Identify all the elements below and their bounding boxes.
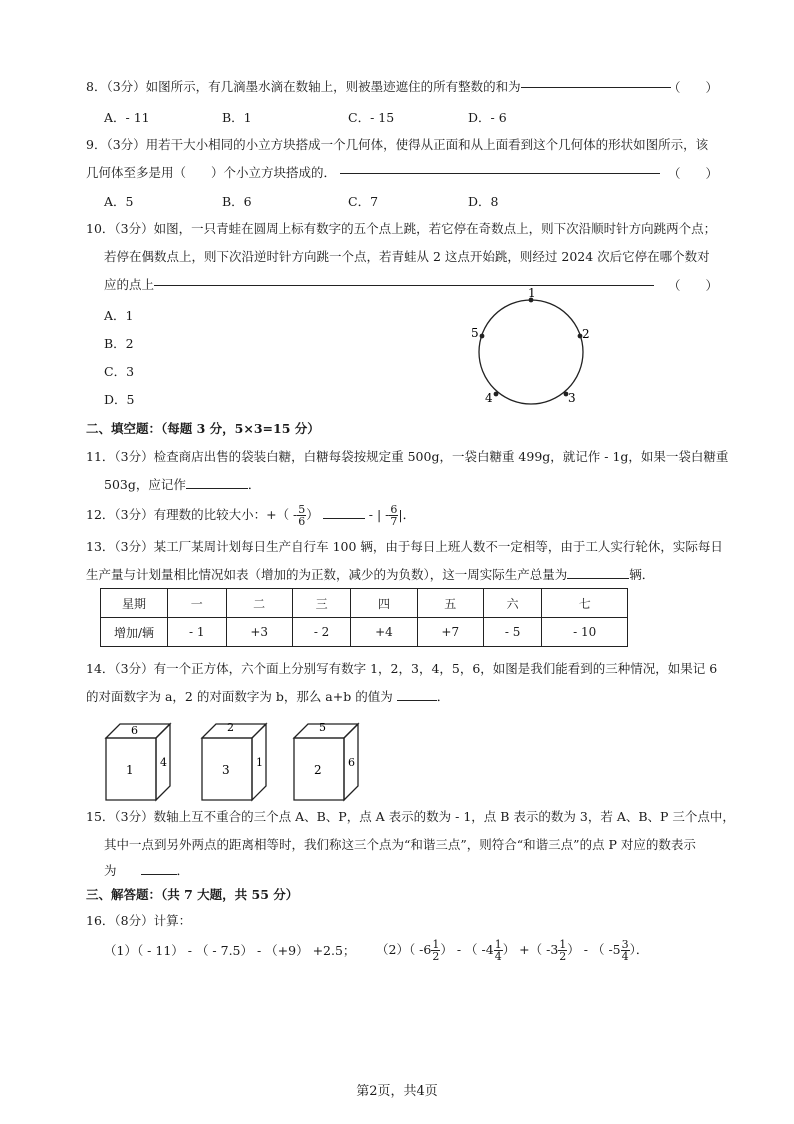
q9-leader-line	[340, 173, 660, 174]
circle-point-5	[480, 334, 485, 339]
q13-answer-blank	[567, 566, 629, 579]
q16-fraction-4: $\frac{3}{4}$	[621, 938, 629, 963]
table-row	[101, 618, 628, 647]
cube3-right-number: 6	[348, 756, 355, 769]
table-header-row	[101, 589, 628, 618]
table-cell: +7	[417, 618, 483, 647]
q9-option-b: B．6	[222, 194, 252, 209]
table-cell: 一	[168, 589, 227, 618]
table-cell: +4	[351, 618, 417, 647]
cube2-right-number: 1	[256, 756, 263, 769]
q11-answer-blank	[186, 476, 248, 489]
table-cell: 增加/辆	[101, 618, 168, 647]
circle-label-2: 2	[582, 327, 590, 341]
table-cell: - 10	[542, 618, 628, 647]
table-cell: 六	[483, 589, 542, 618]
table-cell: - 5	[483, 618, 542, 647]
frog-circle-figure	[466, 286, 596, 416]
q9-option-d: D．8	[468, 194, 499, 209]
q9-answer-paren: （ ）	[668, 166, 719, 181]
circle-point-4	[494, 392, 499, 397]
q8-stem: 8．（3分）如图所示，有几滴墨水滴在数轴上，则被墨迹遮住的所有整数的和为	[86, 78, 671, 96]
q8-option-c: C．- 15	[348, 110, 395, 125]
q12-fraction-1: $\frac{5}{6}$	[298, 503, 306, 528]
table-cell: +3	[226, 618, 292, 647]
cube1-right-number: 4	[160, 756, 167, 769]
q9-stem-line1: 9．（3分）用若干大小相同的小立方块搭成一个几何体，使得从正面和从上面看到这个几何体的形状如图所示，该	[86, 137, 709, 152]
q14-answer-blank	[397, 688, 437, 701]
q9-option-a: A．5	[104, 194, 134, 209]
q16-stem: 16．（8分）计算：	[86, 913, 192, 928]
q12-fraction-2: $\frac{6}{7}$	[390, 503, 398, 528]
q12-answer-blank	[323, 506, 365, 519]
circle-label-3: 3	[568, 391, 576, 405]
q11-line1: 11．（3分）检查商店出售的袋装白糖，白糖每袋按规定重 500g，一袋白糖重 499g，就记作 - 1g，如果一袋白糖重	[86, 449, 729, 464]
q16-fraction-3: $\frac{1}{2}$	[559, 938, 567, 963]
q8-option-a: A．- 11	[104, 110, 150, 125]
page-footer: 第2页，共4页	[356, 1084, 438, 1099]
q10-option-a: A．1	[104, 308, 134, 323]
table-cell: - 1	[168, 618, 227, 647]
q8-answer-paren: （ ）	[668, 80, 719, 95]
circle-label-1: 1	[528, 286, 536, 300]
q10-answer-paren: （ ）	[668, 278, 719, 293]
cube-view-2	[202, 721, 266, 800]
q13-line1: 13．（3分）某工厂某周计划每日生产自行车 100 辆，由于每日上班人数不一定相等，由于工人实行轮休，实际每日	[86, 539, 723, 554]
q8-leader-line	[521, 87, 671, 88]
q15-line3: 为 ．	[104, 863, 190, 878]
cube2-top-number: 2	[227, 721, 234, 734]
q16-fraction-1: $\frac{1}{2}$	[432, 938, 440, 963]
table-cell: 四	[351, 589, 417, 618]
q9-stem-line2: 几何体至多是用（ ）个小立方块搭成的．	[86, 164, 660, 182]
q16-fraction-2: $\frac{1}{4}$	[494, 938, 502, 963]
table-cell: 七	[542, 589, 628, 618]
circle-label-4: 4	[485, 391, 493, 405]
cube-view-3	[294, 721, 358, 800]
q15-answer-blank	[141, 862, 177, 875]
frog-circle	[479, 300, 583, 404]
cube1-front-number: 1	[126, 763, 134, 777]
q10-stem-line3: 应的点上	[104, 276, 654, 294]
q15-line1: 15．（3分）数轴上互不重合的三个点 A、B、P，点 A 表示的数为 - 1，点 B 表示的数为 3，若 A、B、P 三个点中，	[86, 809, 735, 824]
q8-option-b: B．1	[222, 110, 252, 125]
q10-stem-line1: 10．（3分）如图，一只青蛙在圆周上标有数字的五个点上跳，若它停在奇数点上，则下次沿顺时针方向跳两个点；	[86, 221, 717, 236]
q15-line2: 其中一点到另外两点的距离相等时，我们称这三个点为“和谐三点”，则符合“和谐三点”的点 P 对应的数表示	[104, 837, 696, 852]
cube1-top-number: 6	[131, 724, 138, 737]
q10-option-b: B．2	[104, 336, 134, 351]
circle-label-5: 5	[471, 326, 479, 340]
production-table	[100, 588, 628, 647]
q8-option-d: D．- 6	[468, 110, 507, 125]
q10-option-d: D．5	[104, 392, 135, 407]
q16-part2: （2）（ -6 $\frac{1}{2}$ ） - （ -4 $\frac{1}{4}$ ） +（ -3 $\frac{1}{2}$ ） - （ -5 $\frac{3}{4}$ ）．	[376, 938, 649, 963]
q11-line2: 503g，应记作 ．	[104, 477, 261, 492]
section3-title: 三、解答题：（共 7 大题，共 55 分）	[86, 887, 299, 902]
table-cell: 星期	[101, 589, 168, 618]
q14-line1: 14．（3分）有一个正方体，六个面上分别写有数字 1，2，3，4，5，6，如图是我们能看到的三种情况，如果记 6	[86, 661, 718, 676]
q10-stem-line2: 若停在偶数点上，则下次沿逆时针方向跳一个点，若青蛙从 2 这点开始跳，则经过 2024 次后它停在哪个数对	[104, 249, 710, 264]
cube2-front-number: 3	[222, 763, 230, 777]
table-cell: 三	[292, 589, 351, 618]
q10-option-c: C．3	[104, 364, 135, 379]
cube3-front-number: 2	[314, 763, 322, 777]
q14-line2: 的对面数字为 a，2 的对面数字为 b，那么 a+b 的值为 ．	[86, 689, 450, 704]
table-cell: 五	[417, 589, 483, 618]
q16-part1: （1）（ - 11） - （ - 7.5） - （+9） +2.5；	[104, 943, 356, 958]
q13-line2: 生产量与计划量相比情况如表（增加的为正数，减少的为负数），这一周实际生产总量为 辆．	[86, 567, 655, 582]
cube-view-1	[106, 724, 170, 800]
q9-option-c: C．7	[348, 194, 379, 209]
table-cell: - 2	[292, 618, 351, 647]
q12-line: 12．（3分）有理数的比较大小：+（ - $\frac{5}{6}$ ） - | - $\frac{6}{7}$ |．	[86, 503, 416, 528]
section2-title: 二、填空题：（每题 3 分，5×3=15 分）	[86, 421, 320, 436]
table-cell: 二	[226, 589, 292, 618]
cube3-top-number: 5	[319, 721, 326, 734]
cube-views-figure	[98, 716, 378, 812]
